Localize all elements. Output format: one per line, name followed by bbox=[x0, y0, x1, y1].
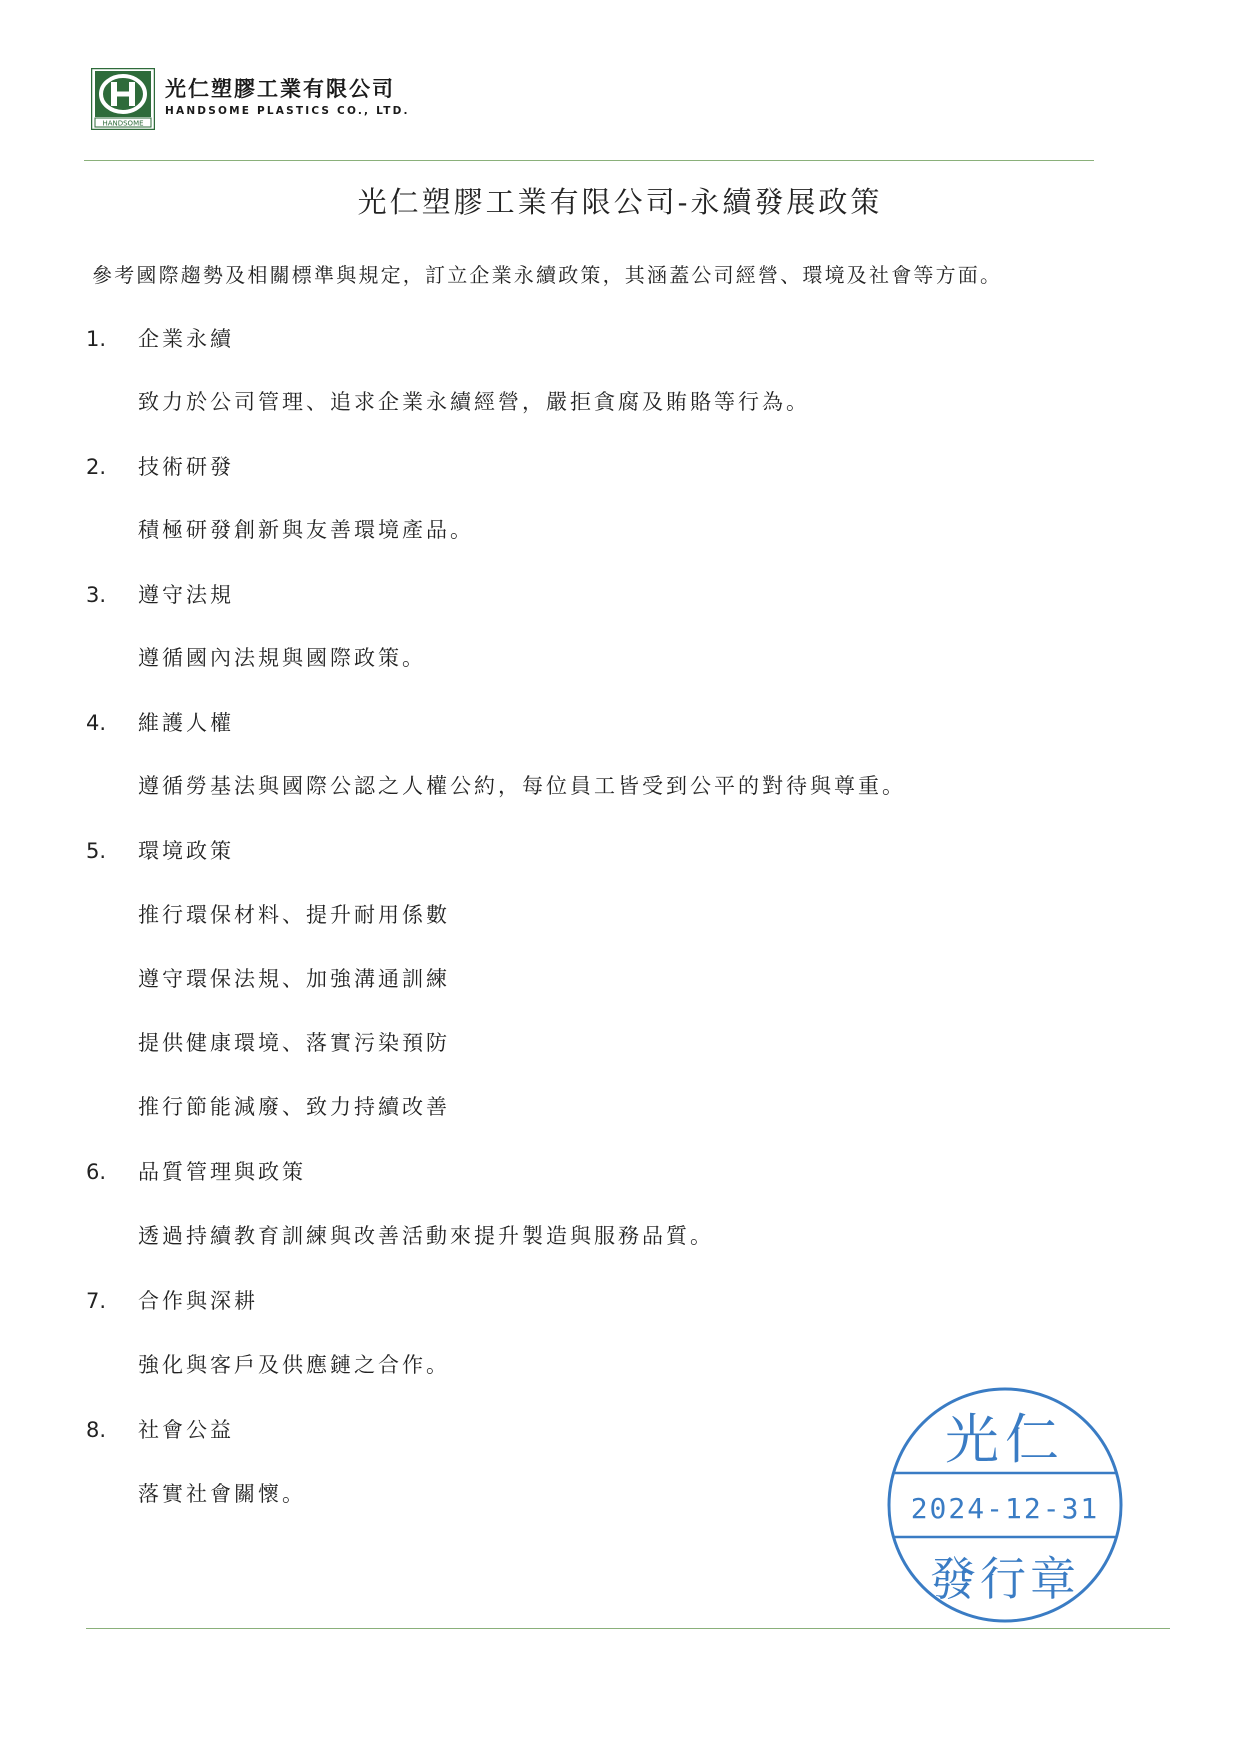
item-title: 品質管理與政策 bbox=[138, 1160, 306, 1184]
policy-item-heading bbox=[86, 1285, 258, 1315]
policy-item-text: 致力於公司管理、追求企業永續經營，嚴拒貪腐及賄賂等行為。 bbox=[138, 390, 810, 414]
item-title: 企業永續 bbox=[138, 327, 234, 351]
policy-item-heading bbox=[86, 1414, 234, 1444]
item-number: 8. bbox=[86, 1418, 107, 1442]
item-title: 維護人權 bbox=[138, 711, 234, 735]
policy-item-heading bbox=[86, 579, 234, 609]
item-number: 7. bbox=[86, 1289, 107, 1313]
policy-item-text: 遵循勞基法與國際公認之人權公約，每位員工皆受到公平的對待與尊重。 bbox=[138, 774, 906, 798]
stamp-seal-icon bbox=[880, 1380, 1130, 1630]
stamp-bottom-text: 發行章 bbox=[930, 1552, 1080, 1606]
policy-item-text: 推行環保材料、提升耐用係數 bbox=[138, 903, 450, 927]
item-number: 5. bbox=[86, 839, 107, 863]
item-number: 2. bbox=[86, 455, 107, 479]
header-divider bbox=[84, 160, 1094, 161]
policy-item-heading bbox=[86, 323, 234, 353]
company-name-zh: 光仁塑膠工業有限公司 bbox=[165, 77, 395, 101]
item-title: 技術研發 bbox=[138, 455, 234, 479]
company-name-en: HANDSOME PLASTICS CO., LTD. bbox=[165, 105, 410, 117]
policy-item-heading bbox=[86, 707, 234, 737]
stamp-date: 2024-12-31 bbox=[910, 1492, 1100, 1525]
policy-item-text: 提供健康環境、落實污染預防 bbox=[138, 1031, 450, 1055]
footer-divider bbox=[86, 1628, 1170, 1629]
stamp-top-text: 光仁 bbox=[945, 1408, 1065, 1471]
item-title: 合作與深耕 bbox=[138, 1289, 258, 1313]
letterhead bbox=[91, 68, 410, 130]
item-number: 4. bbox=[86, 711, 107, 735]
policy-item-text: 落實社會關懷。 bbox=[138, 1482, 306, 1506]
brand-block bbox=[165, 68, 410, 117]
handsome-logo-icon bbox=[91, 68, 155, 130]
policy-item-text: 遵循國內法規與國際政策。 bbox=[138, 646, 426, 670]
policy-item-text: 強化與客戶及供應鏈之合作。 bbox=[138, 1353, 450, 1377]
policy-item-heading bbox=[86, 1156, 306, 1186]
policy-item-text: 積極研發創新與友善環境產品。 bbox=[138, 518, 474, 542]
document-title: 光仁塑膠工業有限公司-永續發展政策 bbox=[357, 185, 883, 219]
item-title: 社會公益 bbox=[138, 1418, 234, 1442]
item-number: 6. bbox=[86, 1160, 107, 1184]
logo-text: HANDSOME bbox=[102, 119, 144, 128]
policy-item-heading bbox=[86, 451, 234, 481]
item-title: 環境政策 bbox=[138, 839, 234, 863]
item-title: 遵守法規 bbox=[138, 583, 234, 607]
intro-paragraph: 參考國際趨勢及相關標準與規定，訂立企業永續政策，其涵蓋公司經營、環境及社會等方面。 bbox=[92, 263, 1003, 287]
item-number: 3. bbox=[86, 583, 107, 607]
company-logo bbox=[91, 68, 155, 130]
policy-item-text: 透過持續教育訓練與改善活動來提升製造與服務品質。 bbox=[138, 1224, 714, 1248]
item-number: 1. bbox=[86, 327, 107, 351]
issuance-stamp bbox=[880, 1380, 1130, 1630]
policy-item-heading bbox=[86, 835, 234, 865]
policy-item-text: 遵守環保法規、加強溝通訓練 bbox=[138, 967, 450, 991]
policy-item-text: 推行節能減廢、致力持續改善 bbox=[138, 1095, 450, 1119]
